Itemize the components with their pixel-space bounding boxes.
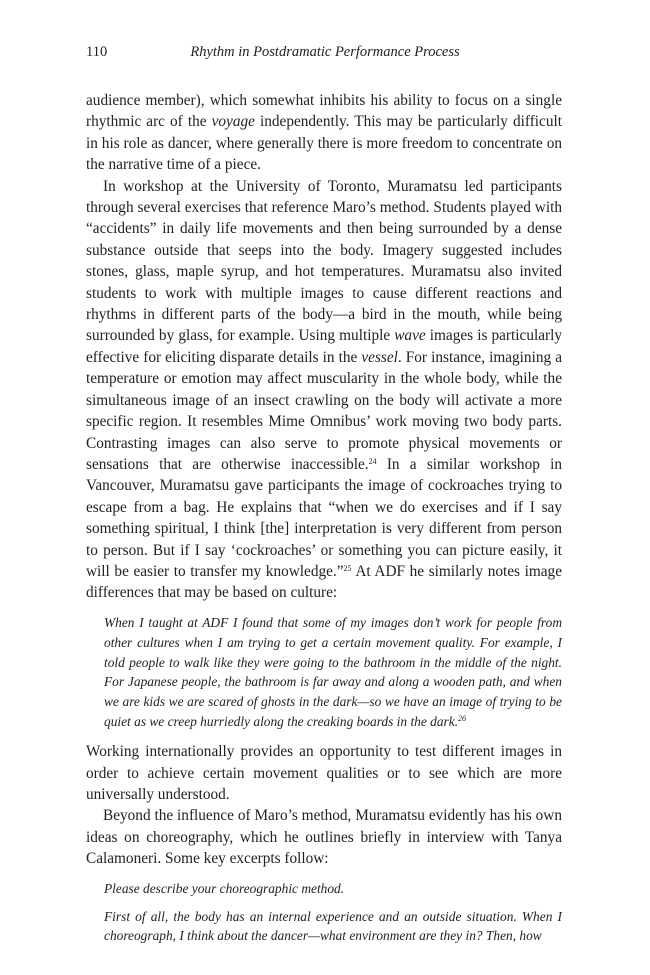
- block-quote-adf: [104, 613, 562, 732]
- paragraph-1-text-a: audience member), which somewhat inhibits his ability to focus on a single rhythmic arc of the: [86, 92, 562, 131]
- paragraph-2-text-c: images is particularly effective for eliciting disparate details in the: [86, 327, 562, 366]
- paragraph-1-text-c: independently. This may be particularly difficult in his role as dancer, where generally there is more freedom to concentrate on the narrative time of a piece.: [86, 113, 562, 174]
- paragraph-2: [86, 176, 562, 604]
- italic-term-vessel: vessel: [361, 348, 398, 366]
- italic-term-wave: wave: [394, 327, 426, 345]
- block-quote-interview: [104, 879, 562, 947]
- block-quote-adf-text: When I taught at ADF I found that some of my images don’t work for people from other cultures when I am trying to get a certain movement quality. For example, I told people to walk like they were going to the bathroom in the middle of the night. For Japanese people, the bathroom is far away and along a wooden path, and when we are kids we are scared of ghosts in the dark—so we have an image of trying to be quiet as we creep hurriedly along the creaking boards in the dark.: [104, 614, 562, 730]
- page-header: [86, 44, 564, 64]
- interview-question: Please describe your choreographic method.: [104, 880, 345, 896]
- paragraph-3: Working internationally provides an opportunity to test different images in order to achieve certain movement qualities or to see which are more universally understood.: [86, 743, 562, 803]
- paragraph-2-text-e: . For instance, imagining a temperature or emotion may affect muscularity in the whole body, while the simultaneous image of an insect crawling on the body will activate a more specific region. It resembles Mime Omnibus’ work moving two body parts. Contrasting images can also serve to promote physical movements or sensations that are otherwise inaccessible.: [86, 348, 562, 473]
- page-number: 110: [86, 44, 108, 60]
- page-body: [86, 90, 562, 955]
- paragraph-4: Beyond the influence of Maro’s method, Muramatsu evidently has his own ideas on choreography, which he outlines briefly in interview with Tanya Calamoneri. Some key excerpts follow:: [86, 807, 562, 868]
- footnote-ref-25: 25: [343, 563, 352, 573]
- paragraph-2-text-a: In workshop at the University of Toronto, Muramatsu led participants through several exercises that reference Maro’s method. Students played with “accidents” in daily life movements and then being surrounded by a dense substance outside that seeps into the body. Imagery suggested includes stones, glass, maple syrup, and hot temperatures. Muramatsu also invited students to work with multiple images to cause different reactions and rhythms in different parts of the body—a bird in the mouth, while being surrounded by glass, for example. Using multiple: [86, 177, 562, 345]
- block-quote-adf-paragraph: [104, 613, 562, 732]
- footnote-ref-24: 24: [368, 456, 377, 466]
- italic-term-voyage: voyage: [211, 113, 255, 131]
- interview-answer: First of all, the body has an internal experience and an outside situation. When I choreograph, I think about the dancer—what environment are they in? Then, how: [104, 908, 562, 944]
- footnote-ref-26: 26: [458, 714, 467, 724]
- paragraph-1: [86, 90, 562, 176]
- running-title: Rhythm in Postdramatic Performance Process: [190, 44, 460, 60]
- paragraph-2-text-g: At ADF he similarly notes image differences that may be based on culture:: [86, 562, 562, 602]
- paragraph-2-text-f: In a similar workshop in Vancouver, Muramatsu gave participants the image of cockroaches trying to escape from a bag. He explains that “when we do exercises and if I say something spiritual, I think [the] interpretation is very different from person to person. But if I say ‘cockroaches’ or something you can picture easily, it will be easier to transfer my knowledge.”: [86, 455, 562, 580]
